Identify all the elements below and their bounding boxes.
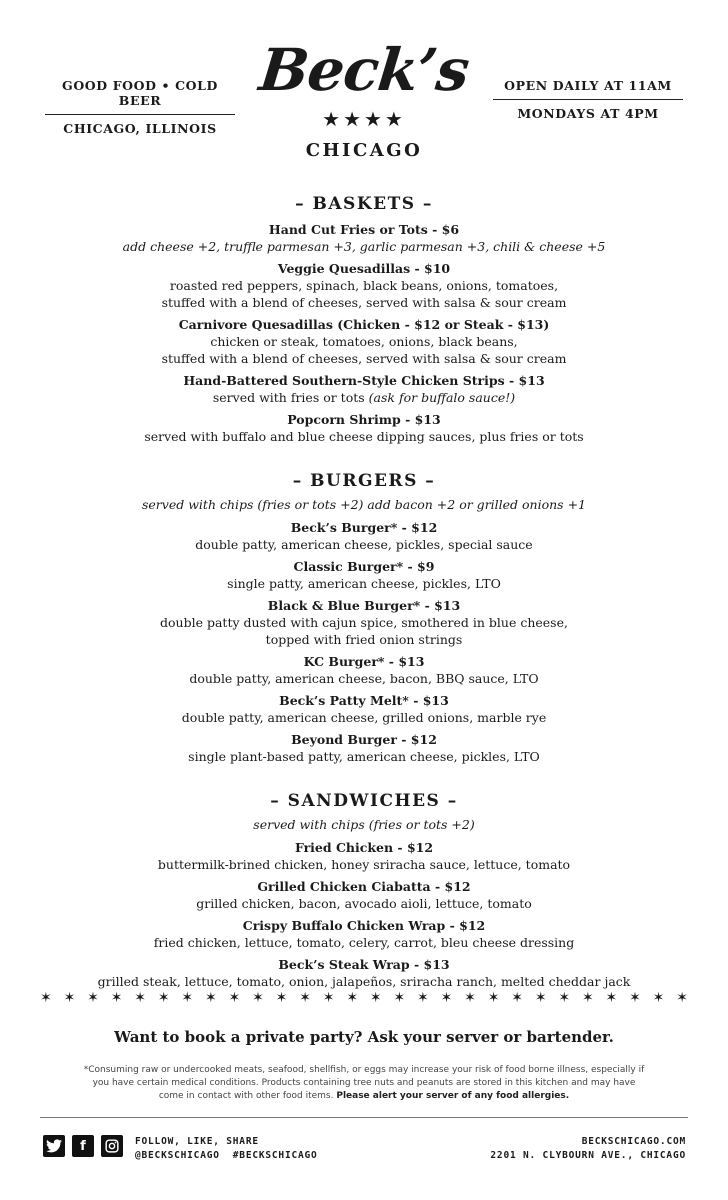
location: CHICAGO, ILLINOIS [63, 121, 217, 136]
divider-star: ✶ [181, 990, 194, 1006]
divider-star: ✶ [275, 990, 288, 1006]
divider-star: ✶ [369, 990, 382, 1006]
menu-item [0, 839, 728, 873]
item-desc: roasted red peppers, spinach, black beans, onions, tomatoes, [169, 278, 559, 293]
item-desc: topped with fried onion strings [265, 632, 463, 647]
menu-item [0, 653, 728, 687]
website-link[interactable]: BECKSCHICAGO.COM [581, 1136, 686, 1147]
divider-star: ✶ [157, 990, 170, 1006]
divider-star: ✶ [417, 990, 429, 1006]
hours-monday: MONDAYS AT 4PM [517, 106, 659, 121]
twitter-icon[interactable] [43, 1135, 65, 1157]
item-name: Grilled Chicken Ciabatta - $12 [257, 879, 471, 894]
star-divider [40, 990, 688, 1006]
follow-line1: FOLLOW, LIKE, SHARE [135, 1136, 259, 1147]
divider-star: ✶ [87, 990, 99, 1006]
footer-divider [40, 1117, 688, 1118]
section-note: served with chips (fries or tots +2) add bacon +2 or grilled onions +1 [142, 497, 586, 512]
street-address: 2201 N. CLYBOURN AVE., CHICAGO [490, 1150, 686, 1161]
item-name: Beck’s Patty Melt* - $13 [279, 693, 449, 708]
divider-star: ✶ [40, 990, 52, 1006]
item-name: Beck’s Steak Wrap - $13 [278, 957, 450, 972]
menu-body [0, 192, 728, 1000]
becks-logo [250, 30, 478, 161]
menu-item [0, 411, 728, 445]
divider-star: ✶ [440, 990, 453, 1006]
item-desc [0, 238, 728, 255]
section-title: – BASKETS – [295, 194, 433, 214]
section-note: served with chips (fries or tots +2) [253, 817, 475, 832]
divider-star: ✶ [581, 990, 594, 1006]
menu-item [0, 372, 728, 406]
allergy-disclaimer [80, 1064, 648, 1103]
divider-star: ✶ [393, 990, 406, 1006]
menu-item [0, 519, 728, 553]
divider-star: ✶ [204, 990, 217, 1006]
item-desc [0, 389, 728, 406]
social-icons [43, 1135, 123, 1157]
sandwiches-section [0, 789, 728, 990]
item-desc-text: served with fries or tots [212, 390, 365, 405]
item-desc: chicken or steak, tomatoes, onions, black beans, [210, 334, 518, 349]
header-right [493, 78, 683, 121]
divider-star: ✶ [652, 990, 665, 1006]
item-name: Classic Burger* - $9 [293, 559, 435, 574]
divider-star: ✶ [534, 990, 547, 1006]
item-desc-italic: (ask for buffalo sauce!) [368, 390, 516, 405]
divider-star: ✶ [299, 990, 311, 1006]
item-name: Beck’s Burger* - $12 [290, 520, 438, 535]
item-desc: double patty, american cheese, pickles, special sauce [195, 537, 533, 552]
section-title: – SANDWICHES – [270, 791, 458, 811]
follow-block [135, 1135, 318, 1163]
divider-star: ✶ [134, 990, 146, 1006]
item-desc: fried chicken, lettuce, tomato, celery, carrot, bleu cheese dressing [153, 935, 575, 950]
item-desc: single patty, american cheese, pickles, LTO [227, 576, 501, 591]
item-desc: single plant-based patty, american cheese, pickles, LTO [188, 749, 540, 764]
item-desc-italic: add cheese +2, truffle parmesan +3, garlic parmesan +3, chili & cheese +5 [122, 239, 606, 254]
item-name: Veggie Quesadillas - $10 [277, 261, 451, 276]
item-desc: stuffed with a blend of cheeses, served with salsa & sour cream [161, 351, 567, 366]
item-desc: grilled steak, lettuce, tomato, onion, jalapeños, sriracha ranch, melted cheddar jack [97, 974, 631, 989]
menu-item [0, 316, 728, 367]
divider-star: ✶ [346, 990, 359, 1006]
burgers-section [0, 469, 728, 765]
item-desc: served with buffalo and blue cheese dipping sauces, plus fries or tots [144, 429, 584, 444]
item-desc: double patty, american cheese, grilled onions, marble rye [181, 710, 547, 725]
divider-star: ✶ [322, 990, 335, 1006]
divider-star: ✶ [676, 990, 688, 1006]
item-name: Fried Chicken - $12 [294, 840, 434, 855]
divider-star: ✶ [110, 990, 123, 1006]
menu-item [0, 692, 728, 726]
header-left [45, 78, 235, 136]
item-name: Black & Blue Burger* - $13 [267, 598, 461, 613]
menu-item [0, 558, 728, 592]
divider-star: ✶ [63, 990, 76, 1006]
logo-city: CHICAGO [305, 140, 423, 161]
private-party-note: Want to book a private party? Ask your server or bartender. [114, 1028, 614, 1046]
item-desc: grilled chicken, bacon, avocado aioli, lettuce, tomato [196, 896, 532, 911]
disclaimer-text: *Consuming raw or undercooked meats, seafood, shellfish, or eggs may increase your risk of food borne illness, especially if you have certain medical conditions. Products containing tree nuts and peanuts are stored in this kitchen and may have come in contact with other food items. [83, 1065, 645, 1101]
item-desc: double patty, american cheese, bacon, BBQ sauce, LTO [189, 671, 539, 686]
menu-item [0, 878, 728, 912]
item-desc: stuffed with a blend of cheeses, served with salsa & sour cream [161, 295, 567, 310]
baskets-section [0, 192, 728, 445]
menu-item [0, 917, 728, 951]
divider-star: ✶ [464, 990, 476, 1006]
item-name: Carnivore Quesadillas (Chicken - $12 or Steak - $13) [178, 317, 550, 332]
divider-star: ✶ [558, 990, 571, 1006]
menu-item [0, 221, 728, 255]
menu-item [0, 956, 728, 990]
item-name: Hand Cut Fries or Tots - $6 [268, 222, 460, 237]
item-name: Popcorn Shrimp - $13 [287, 412, 441, 427]
facebook-icon[interactable]: f [72, 1135, 94, 1157]
logo-script: Beck’s [256, 36, 472, 104]
divider-star: ✶ [511, 990, 523, 1006]
divider-star: ✶ [629, 990, 641, 1006]
website-address-block [490, 1135, 686, 1163]
logo-stars: ★★★★ [322, 107, 406, 131]
item-name: Crispy Buffalo Chicken Wrap - $12 [242, 918, 486, 933]
item-desc: double patty dusted with cajun spice, smothered in blue cheese, [160, 615, 568, 630]
instagram-icon[interactable] [101, 1135, 123, 1157]
tagline: GOOD FOOD • COLD BEER [45, 78, 235, 115]
menu-item [0, 731, 728, 765]
menu-item [0, 260, 728, 311]
menu-header [0, 0, 728, 180]
menu-item [0, 597, 728, 648]
hours-daily: OPEN DAILY AT 11AM [493, 78, 683, 100]
disclaimer-bold: Please alert your server of any food allergies. [336, 1091, 570, 1101]
item-desc: buttermilk-brined chicken, honey sriracha sauce, lettuce, tomato [157, 857, 571, 872]
divider-star: ✶ [228, 990, 241, 1006]
divider-star: ✶ [252, 990, 264, 1006]
divider-star: ✶ [605, 990, 618, 1006]
item-name: KC Burger* - $13 [303, 654, 425, 669]
follow-handles: @BECKSCHICAGO #BECKSCHICAGO [135, 1150, 318, 1161]
divider-star: ✶ [487, 990, 500, 1006]
item-name: Hand-Battered Southern-Style Chicken Strips - $13 [183, 373, 545, 388]
section-title: – BURGERS – [292, 471, 436, 491]
item-name: Beyond Burger - $12 [291, 732, 437, 747]
